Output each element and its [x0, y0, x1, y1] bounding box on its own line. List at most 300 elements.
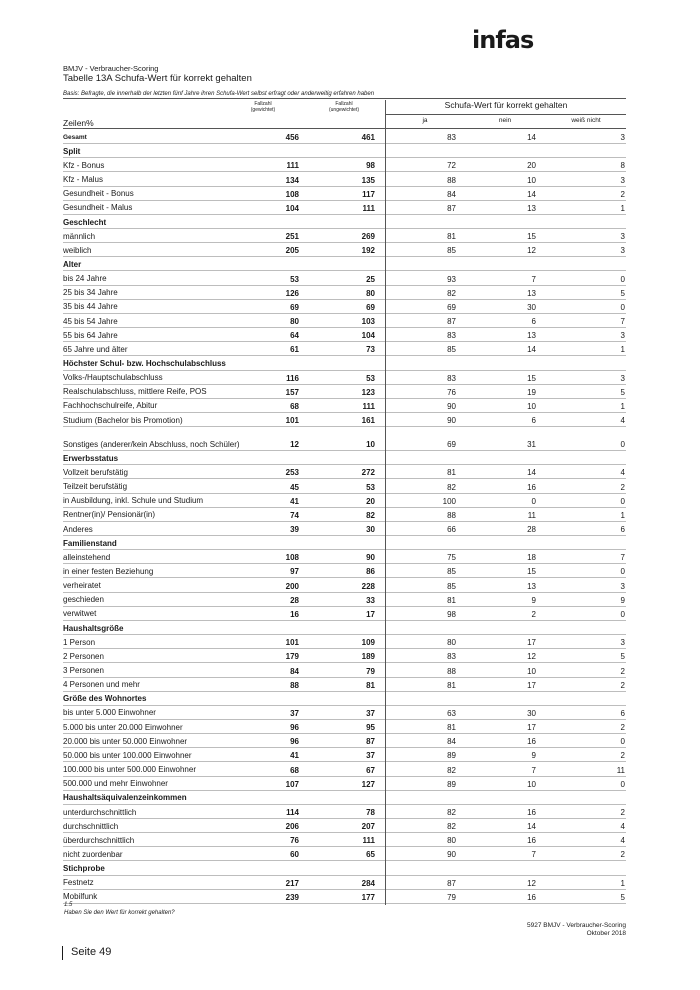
ja-value: 90: [447, 850, 456, 860]
fallzahl-gewichtet: 206: [285, 822, 299, 832]
fallzahl-ungewichtet: 37: [366, 708, 375, 718]
ja-value: 84: [447, 189, 456, 199]
weiss-nicht-value: 0: [620, 737, 625, 747]
ja-value: 84: [447, 737, 456, 747]
fallzahl-ungewichtet: 104: [361, 331, 375, 341]
header-group: Schufa-Wert für korrekt gehalten: [444, 100, 568, 110]
header-weighted-line1: Fallzahl: [254, 101, 272, 107]
footnote-code: 1.5: [64, 902, 73, 908]
nein-value: 10: [527, 401, 536, 411]
row-label: Anderes: [63, 524, 93, 534]
fallzahl-gewichtet: 101: [285, 416, 299, 426]
nein-value: 13: [527, 581, 536, 591]
weiss-nicht-value: 2: [620, 680, 625, 690]
nein-value: 13: [527, 288, 536, 298]
fallzahl-gewichtet: 104: [285, 203, 299, 213]
table-row: [63, 399, 626, 413]
section-header-row: [63, 692, 626, 706]
weiss-nicht-value: 4: [620, 468, 625, 478]
header-nein: nein: [498, 117, 512, 124]
fallzahl-ungewichtet: 25: [366, 274, 375, 284]
fallzahl-gewichtet: 76: [290, 836, 299, 846]
table-row: [63, 328, 626, 342]
nein-value: 30: [527, 708, 536, 718]
fallzahl-gewichtet: 16: [290, 609, 299, 619]
row-label: 1 Person: [63, 637, 96, 647]
table-row: [63, 187, 626, 201]
row-label: Realschulabschluss, mittlere Reife, POS: [63, 387, 207, 397]
nein-value: 2: [531, 609, 536, 619]
row-label: 2 Personen: [63, 651, 104, 661]
weiss-nicht-value: 11: [616, 765, 625, 775]
row-label: 20.000 bis unter 50.000 Einwohner: [63, 736, 188, 746]
table-row: [63, 229, 626, 243]
row-label: Haushaltsgröße: [63, 623, 124, 633]
nein-value: 16: [527, 808, 536, 818]
row-label: Familienstand: [63, 538, 117, 548]
nein-value: 19: [527, 387, 536, 397]
fallzahl-gewichtet: 101: [285, 638, 299, 648]
header-zeilen: Zeilen%: [63, 118, 94, 128]
table-row: [63, 805, 626, 819]
nein-value: 17: [527, 638, 536, 648]
row-label: Erwerbsstatus: [63, 453, 119, 463]
header-weiss-nicht: weiß nicht: [571, 117, 601, 124]
ja-value: 85: [447, 581, 456, 591]
nein-value: 9: [531, 595, 536, 605]
nein-value: 18: [527, 553, 536, 563]
fallzahl-gewichtet: 239: [285, 892, 299, 902]
ja-value: 81: [447, 468, 456, 478]
column-separator: [385, 100, 386, 905]
table-row: [63, 479, 626, 493]
fallzahl-ungewichtet: 117: [362, 189, 375, 199]
nein-value: 16: [527, 737, 536, 747]
nein-value: 17: [527, 723, 536, 733]
nein-value: 7: [531, 274, 536, 284]
table-row: [63, 663, 626, 677]
ja-value: 82: [447, 288, 456, 298]
table-row: [63, 819, 626, 833]
ja-value: 82: [447, 482, 456, 492]
ja-value: 88: [447, 666, 456, 676]
nein-value: 15: [527, 567, 536, 577]
fallzahl-ungewichtet: 111: [362, 203, 375, 213]
fallzahl-gewichtet: 96: [290, 723, 299, 733]
weiss-nicht-value: 5: [620, 387, 625, 397]
weiss-nicht-value: 3: [620, 246, 625, 256]
fallzahl-ungewichtet: 127: [361, 779, 375, 789]
infas-logo: infas: [472, 26, 534, 54]
ja-value: 89: [447, 779, 456, 789]
row-label: überdurchschnittlich: [63, 835, 135, 845]
ja-value: 98: [447, 609, 456, 619]
ja-value: 93: [447, 274, 456, 284]
fallzahl-ungewichtet: 109: [361, 638, 375, 648]
row-label: nicht zuordenbar: [63, 849, 123, 859]
header-unweighted: [308, 101, 380, 113]
ja-value: 83: [447, 331, 456, 341]
ja-value: 81: [447, 723, 456, 733]
row-label: Gesundheit - Malus: [63, 203, 133, 213]
ja-value: 63: [447, 708, 456, 718]
fallzahl-gewichtet: 253: [285, 468, 299, 478]
row-label: 35 bis 44 Jahre: [63, 302, 118, 312]
table-row: [63, 172, 626, 186]
ja-value: 69: [447, 302, 456, 312]
fallzahl-ungewichtet: 461: [361, 133, 375, 143]
fallzahl-ungewichtet: 192: [361, 246, 375, 256]
fallzahl-ungewichtet: 67: [366, 765, 375, 775]
fallzahl-ungewichtet: 78: [366, 808, 375, 818]
row-label: bis 24 Jahre: [63, 274, 107, 284]
fallzahl-ungewichtet: 37: [366, 751, 375, 761]
page-bar: [62, 946, 63, 960]
weiss-nicht-value: 3: [620, 581, 625, 591]
fallzahl-ungewichtet: 177: [361, 892, 375, 902]
fallzahl-gewichtet: 217: [285, 878, 299, 888]
fallzahl-ungewichtet: 135: [361, 175, 375, 185]
nein-value: 20: [527, 161, 536, 171]
page-number: Seite 49: [71, 946, 112, 958]
row-label: alleinstehend: [63, 552, 111, 562]
table-row: [63, 272, 626, 286]
row-label: 25 bis 34 Jahre: [63, 288, 118, 298]
fallzahl-gewichtet: 97: [290, 567, 299, 577]
row-label: Stichprobe: [63, 864, 105, 874]
table-row: [63, 748, 626, 762]
weiss-nicht-value: 2: [620, 189, 625, 199]
table-row: [63, 777, 626, 791]
table-row: [63, 833, 626, 847]
fallzahl-gewichtet: 96: [290, 737, 299, 747]
table-row: [63, 158, 626, 172]
nein-value: 6: [531, 317, 536, 327]
fallzahl-ungewichtet: 161: [361, 416, 375, 426]
section-header-row: [63, 215, 626, 229]
ja-value: 100: [442, 496, 456, 506]
fallzahl-ungewichtet: 111: [362, 401, 375, 411]
fallzahl-gewichtet: 126: [285, 288, 299, 298]
ja-value: 85: [447, 567, 456, 577]
nein-value: 14: [527, 468, 536, 478]
table-row: [63, 607, 626, 621]
fallzahl-gewichtet: 157: [285, 387, 299, 397]
fallzahl-gewichtet: 74: [290, 510, 299, 520]
weiss-nicht-value: 3: [620, 175, 625, 185]
row-label: geschieden: [63, 595, 104, 605]
fallzahl-gewichtet: 179: [285, 652, 299, 662]
fallzahl-ungewichtet: 73: [366, 345, 375, 355]
table-row: [63, 847, 626, 861]
row-label: Alter: [63, 259, 82, 269]
nein-value: 13: [527, 331, 536, 341]
row-label: Höchster Schul- bzw. Hochschulabschluss: [63, 359, 226, 369]
row-label: 55 bis 64 Jahre: [63, 330, 118, 340]
ja-value: 80: [447, 836, 456, 846]
fallzahl-gewichtet: 53: [290, 274, 299, 284]
fallzahl-ungewichtet: 269: [361, 232, 375, 242]
weiss-nicht-value: 4: [620, 836, 625, 846]
fallzahl-gewichtet: 205: [285, 246, 299, 256]
weiss-nicht-value: 2: [620, 808, 625, 818]
weiss-nicht-value: 1: [620, 345, 625, 355]
nein-value: 10: [527, 666, 536, 676]
row-label: 45 bis 54 Jahre: [63, 316, 118, 326]
document-signature: [470, 922, 626, 938]
section-header-row: [63, 144, 626, 158]
header-divider: [386, 114, 626, 115]
fallzahl-gewichtet: 69: [290, 302, 299, 312]
ja-value: 87: [447, 878, 456, 888]
ja-value: 81: [447, 680, 456, 690]
weiss-nicht-value: 1: [620, 510, 625, 520]
table-row: [63, 494, 626, 508]
table-row: [63, 427, 626, 451]
row-label: Studium (Bachelor bis Promotion): [63, 415, 183, 425]
fallzahl-gewichtet: 12: [290, 440, 299, 450]
ja-value: 88: [447, 175, 456, 185]
nein-value: 16: [527, 836, 536, 846]
weiss-nicht-value: 5: [620, 288, 625, 298]
weiss-nicht-value: 5: [620, 892, 625, 902]
row-label: 50.000 bis unter 100.000 Einwohner: [63, 750, 192, 760]
weiss-nicht-value: 1: [620, 878, 625, 888]
table-row: [63, 314, 626, 328]
fallzahl-ungewichtet: 98: [366, 161, 375, 171]
weiss-nicht-value: 0: [620, 567, 625, 577]
table-row: [63, 130, 626, 144]
nein-value: 30: [527, 302, 536, 312]
weiss-nicht-value: 2: [620, 850, 625, 860]
fallzahl-ungewichtet: 79: [366, 666, 375, 676]
nein-value: 7: [531, 850, 536, 860]
fallzahl-gewichtet: 41: [290, 496, 299, 506]
ja-value: 82: [447, 765, 456, 775]
ja-value: 79: [447, 892, 456, 902]
fallzahl-ungewichtet: 90: [366, 553, 375, 563]
row-label: Festnetz: [63, 878, 94, 888]
weiss-nicht-value: 6: [620, 525, 625, 535]
fallzahl-ungewichtet: 228: [361, 581, 375, 591]
ja-value: 83: [447, 652, 456, 662]
ja-value: 85: [447, 345, 456, 355]
nein-value: 12: [527, 652, 536, 662]
weiss-nicht-value: 3: [620, 133, 625, 143]
section-header-row: [63, 862, 626, 876]
fallzahl-ungewichtet: 80: [366, 288, 375, 298]
ja-value: 90: [447, 416, 456, 426]
row-label: 5.000 bis unter 20.000 Einwohner: [63, 722, 183, 732]
nein-value: 7: [531, 765, 536, 775]
nein-value: 12: [527, 878, 536, 888]
section-header-row: [63, 257, 626, 271]
fallzahl-ungewichtet: 53: [366, 373, 375, 383]
table-row: [63, 243, 626, 257]
fallzahl-ungewichtet: 86: [366, 567, 375, 577]
table-row: [63, 385, 626, 399]
table-row: [63, 890, 626, 904]
fallzahl-ungewichtet: 82: [366, 510, 375, 520]
row-label: Mobilfunk: [63, 892, 98, 902]
weiss-nicht-value: 3: [620, 232, 625, 242]
ja-value: 83: [447, 373, 456, 383]
section-header-row: [63, 356, 626, 370]
ja-value: 75: [447, 553, 456, 563]
row-label: männlich: [63, 231, 96, 241]
ja-value: 82: [447, 808, 456, 818]
fallzahl-gewichtet: 108: [285, 189, 299, 199]
fallzahl-ungewichtet: 87: [366, 737, 375, 747]
fallzahl-ungewichtet: 17: [366, 609, 375, 619]
row-label: Rentner(in)/ Pensionär(in): [63, 510, 156, 520]
row-label: 3 Personen: [63, 666, 104, 676]
table-row: [63, 550, 626, 564]
fallzahl-gewichtet: 39: [290, 525, 299, 535]
weiss-nicht-value: 4: [620, 416, 625, 426]
ja-value: 69: [447, 440, 456, 450]
fallzahl-gewichtet: 200: [285, 581, 299, 591]
nein-value: 0: [531, 496, 536, 506]
fallzahl-gewichtet: 108: [285, 553, 299, 563]
fallzahl-ungewichtet: 69: [366, 302, 375, 312]
project-name: BMJV - Verbraucher-Scoring: [63, 64, 159, 73]
nein-value: 6: [531, 416, 536, 426]
table-row: [63, 413, 626, 427]
row-label: bis unter 5.000 Einwohner: [63, 708, 156, 718]
table-row: [63, 593, 626, 607]
fallzahl-gewichtet: 134: [285, 175, 299, 185]
row-label: Größe des Wohnortes: [63, 694, 147, 704]
row-label: 4 Personen und mehr: [63, 680, 140, 690]
table-row: [63, 649, 626, 663]
ja-value: 66: [447, 525, 456, 535]
ja-value: 80: [447, 638, 456, 648]
fallzahl-gewichtet: 88: [290, 680, 299, 690]
signature-line-1: 5927 BMJV - Verbraucher-Scoring: [527, 922, 626, 929]
weiss-nicht-value: 0: [620, 302, 625, 312]
nein-value: 15: [527, 232, 536, 242]
nein-value: 14: [527, 133, 536, 143]
row-label: verheiratet: [63, 581, 101, 591]
nein-value: 14: [527, 345, 536, 355]
section-header-row: [63, 621, 626, 635]
nein-value: 14: [527, 822, 536, 832]
row-label: Vollzeit berufstätig: [63, 467, 128, 477]
weiss-nicht-value: 6: [620, 708, 625, 718]
nein-value: 15: [527, 373, 536, 383]
fallzahl-ungewichtet: 103: [361, 317, 375, 327]
header-unweighted-line1: Fallzahl: [335, 101, 353, 107]
fallzahl-ungewichtet: 272: [361, 468, 375, 478]
table-row: [63, 579, 626, 593]
row-label: Kfz - Malus: [63, 175, 104, 185]
table-row: [63, 371, 626, 385]
table-row: [63, 342, 626, 356]
weiss-nicht-value: 4: [620, 822, 625, 832]
table-row: [63, 201, 626, 215]
ja-value: 87: [447, 317, 456, 327]
nein-value: 11: [527, 510, 536, 520]
footnote-question: Haben Sie den Wert für korrekt gehalten?: [64, 910, 175, 916]
weiss-nicht-value: 7: [620, 317, 625, 327]
ja-value: 87: [447, 203, 456, 213]
fallzahl-gewichtet: 28: [290, 595, 299, 605]
header-weighted-line2: (gewichtet): [250, 107, 276, 113]
fallzahl-ungewichtet: 189: [361, 652, 375, 662]
table-row: [63, 465, 626, 479]
row-label: durchschnittlich: [63, 821, 119, 831]
table-row: [63, 734, 626, 748]
header-bottom-rule: [63, 128, 626, 129]
weiss-nicht-value: 0: [620, 440, 625, 450]
table-row: [63, 522, 626, 536]
ja-value: 81: [447, 232, 456, 242]
fallzahl-ungewichtet: 20: [366, 496, 375, 506]
nein-value: 10: [527, 175, 536, 185]
nein-value: 28: [527, 525, 536, 535]
ja-value: 76: [447, 387, 456, 397]
weiss-nicht-value: 2: [620, 723, 625, 733]
row-label: unterdurchschnittlich: [63, 807, 137, 817]
ja-value: 90: [447, 401, 456, 411]
basis-note: Basis: Befragte, die innerhalb der letzten fünf Jahre ihren Schufa-Wert selbst erfragt oder anderweitig erfahren haben: [63, 91, 626, 99]
row-label: 500.000 und mehr Einwohner: [63, 779, 168, 789]
row-label: Fachhochschulreife, Abitur: [63, 401, 158, 411]
row-label: Gesamt: [63, 133, 87, 141]
fallzahl-gewichtet: 68: [290, 401, 299, 411]
fallzahl-gewichtet: 61: [290, 345, 299, 355]
weiss-nicht-value: 7: [620, 553, 625, 563]
fallzahl-gewichtet: 45: [290, 482, 299, 492]
nein-value: 17: [527, 680, 536, 690]
header-unweighted-line2: (ungewichtet): [328, 107, 359, 113]
fallzahl-ungewichtet: 53: [366, 482, 375, 492]
row-label: Volks-/Hauptschulabschluss: [63, 373, 163, 383]
fallzahl-gewichtet: 80: [290, 317, 299, 327]
fallzahl-ungewichtet: 207: [361, 822, 375, 832]
row-label: 100.000 bis unter 500.000 Einwohner: [63, 765, 196, 775]
table-row: [63, 564, 626, 578]
weiss-nicht-value: 2: [620, 482, 625, 492]
weiss-nicht-value: 5: [620, 652, 625, 662]
table-row: [63, 508, 626, 522]
header-ja: ja: [422, 117, 428, 124]
weiss-nicht-value: 3: [620, 638, 625, 648]
nein-value: 9: [531, 751, 536, 761]
ja-value: 81: [447, 595, 456, 605]
ja-value: 89: [447, 751, 456, 761]
row-label: in Ausbildung, inkl. Schule und Studium: [63, 496, 204, 506]
row-label: 65 Jahre und älter: [63, 344, 128, 354]
fallzahl-gewichtet: 68: [290, 765, 299, 775]
table-row: [63, 678, 626, 692]
fallzahl-ungewichtet: 111: [362, 836, 375, 846]
fallzahl-ungewichtet: 30: [366, 525, 375, 535]
weiss-nicht-value: 3: [620, 373, 625, 383]
fallzahl-gewichtet: 116: [286, 373, 299, 383]
table-title: Tabelle 13A Schufa-Wert für korrekt gehalten: [63, 73, 252, 84]
signature-line-2: Oktober 2018: [586, 930, 626, 937]
row-label: Geschlecht: [63, 217, 107, 227]
fallzahl-ungewichtet: 81: [366, 680, 375, 690]
fallzahl-ungewichtet: 123: [361, 387, 375, 397]
section-header-row: [63, 536, 626, 550]
nein-value: 13: [527, 203, 536, 213]
weiss-nicht-value: 1: [620, 203, 625, 213]
row-label: Gesundheit - Bonus: [63, 189, 134, 199]
ja-value: 88: [447, 510, 456, 520]
